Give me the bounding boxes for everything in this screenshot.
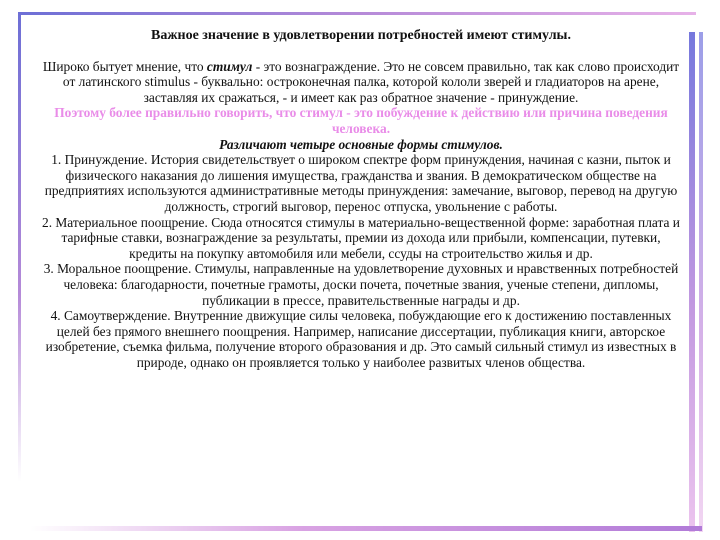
- slide-title: Важное значение в удовлетворении потребностей имеют стимулы.: [151, 28, 571, 43]
- list-item-coercion: 1. Принуждение. История свидетельствует о широком спектре форм принуждения, начиная с казни, пыток и физического наказания до лишения имущества, гражданства и звания. В демократическом обществе на предприятиях используются административные методы принуждения: замечание, выговор, перевод на другую должность, строгий выговор, перенос отпуска, увольнение с работы.: [44, 152, 678, 214]
- forms-heading: Различают четыре основные формы стимулов.: [219, 136, 503, 152]
- intro-paragraph: [36, 59, 686, 106]
- frame-left-line: [18, 12, 21, 482]
- intro-after: - это вознаграждение. Это не совсем правильно, так как слово происходит от латинского stimulus - буквально: остроконечная палка, которой кололи зверей и гладиаторов на арене, заставляя их сражаться, - и имеет как раз обратное значение - принуждение.: [62, 58, 680, 105]
- frame-bottom-line: [30, 526, 702, 531]
- highlight-paragraph: Поэтому более правильно говорить, что стимул - это побуждение к действию или причина поведения человека.: [54, 105, 668, 136]
- list-item-material-reward: 2. Материальное поощрение. Сюда относятся стимулы в материально-вещественной форме: заработная плата и тарифные ставки, вознаграждение за результаты, премии из дохода или прибыли, компенсации, путевки, кредиты на покупку автомобиля или мебели, ссуды на строительство жилья и др.: [42, 214, 680, 261]
- frame-top-line: [20, 12, 696, 15]
- list-item-self-affirmation: 4. Самоутверждение. Внутренние движущие силы человека, побуждающие его к достижению поставленных целей без прямого внешнего поощрения. Например, написание диссертации, публикация книги, авторское изобретение, съемка фильма, получение второго образования и др. Это самый сильный стимул из известных в природе, однако он проявляется только у наиболее развитых членов общества.: [45, 308, 677, 370]
- frame-right-bar: [689, 32, 695, 532]
- list-item-moral-reward: 3. Моральное поощрение. Стимулы, направленные на удовлетворение духовных и нравственных потребностей человека: благодарности, почетные грамоты, доски почета, почетные звания, ученые степени, дипломы, публикации в прессе, правительственные награды и др.: [43, 261, 679, 308]
- intro-emphasis: стимул: [206, 58, 253, 74]
- frame-right-bar-secondary: [699, 32, 703, 532]
- intro-before: Широко бытует мнение, что: [42, 58, 207, 74]
- slide-content: [36, 28, 686, 370]
